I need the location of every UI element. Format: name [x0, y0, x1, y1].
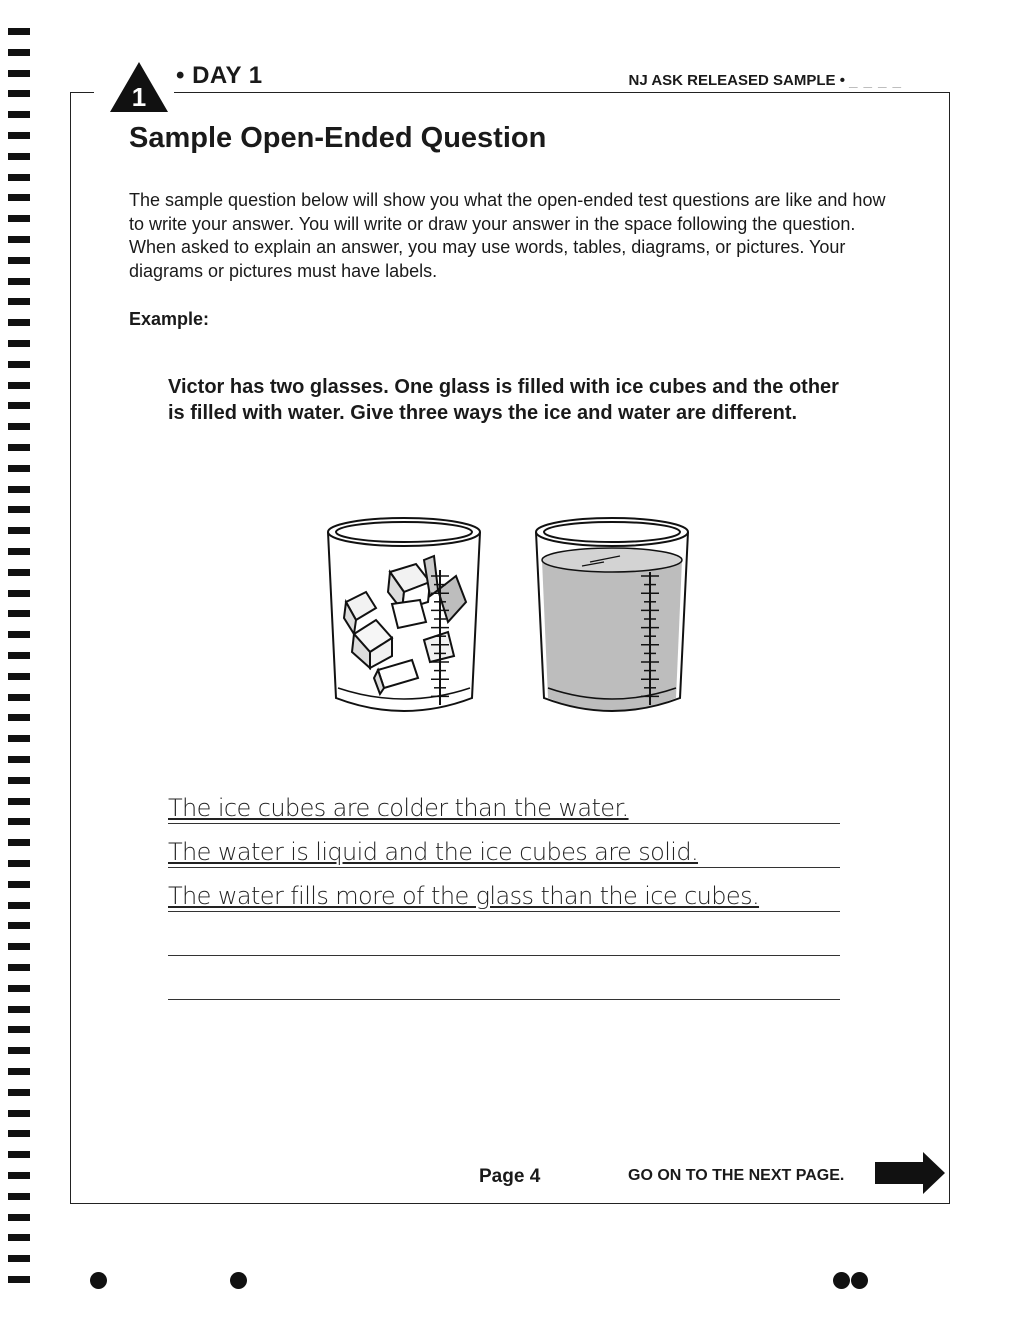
timing-mark [8, 1151, 30, 1158]
timing-mark [8, 1255, 30, 1262]
timing-mark [8, 922, 30, 929]
timing-mark [8, 1130, 30, 1137]
answer-line-2[interactable]: The water is liquid and the ice cubes are solid. [168, 824, 840, 868]
timing-mark [8, 70, 30, 77]
timing-mark [8, 631, 30, 638]
intro-paragraph: The sample question below will show you what the open-ended test questions are like and how to write your answer. You will write or draw your answer in the space following the question. When asked to explain an answer, you may use words, tables, diagrams, or pictures. Your diagrams or pictures must have labels. [129, 190, 886, 281]
timing-mark [8, 881, 30, 888]
timing-mark [8, 714, 30, 721]
timing-mark [8, 257, 30, 264]
timing-mark [8, 548, 30, 555]
page-title: Sample Open-Ended Question [129, 122, 547, 154]
timing-mark [8, 236, 30, 243]
released-sample-text: NJ ASK RELEASED SAMPLE • [628, 72, 845, 89]
timing-mark [8, 1214, 30, 1221]
answer-line-5[interactable] [168, 956, 840, 1000]
section-number: 1 [131, 82, 147, 112]
timing-mark [8, 610, 30, 617]
timing-mark [8, 506, 30, 513]
timing-mark [8, 590, 30, 597]
example-label: Example: [129, 309, 210, 329]
timing-mark [8, 1047, 30, 1054]
answer-area [168, 780, 840, 1000]
timing-mark [8, 902, 30, 909]
page-number: Page 4 [479, 1166, 541, 1187]
section-number-badge [108, 60, 170, 114]
timing-mark [8, 756, 30, 763]
timing-mark [8, 985, 30, 992]
timing-mark [8, 694, 30, 701]
timing-mark [8, 1193, 30, 1200]
question-text: Victor has two glasses. One glass is filled with ice cubes and the other is filled with water. Give three ways the ice and water are different. [168, 376, 839, 424]
timing-mark [8, 361, 30, 368]
released-sample-trail: _ _ _ _ [849, 72, 902, 89]
timing-mark [8, 49, 30, 56]
timing-mark [8, 1089, 30, 1096]
timing-mark [8, 215, 30, 222]
released-sample-label [629, 72, 902, 89]
day-label: • DAY 1 [176, 62, 263, 89]
timing-mark [8, 1068, 30, 1075]
timing-mark [8, 402, 30, 409]
timing-mark [8, 444, 30, 451]
timing-mark [8, 465, 30, 472]
registration-dot [851, 1272, 868, 1289]
timing-mark [8, 1006, 30, 1013]
timing-mark [8, 340, 30, 347]
timing-marks [8, 28, 30, 1288]
timing-mark [8, 527, 30, 534]
answer-line-3[interactable]: The water fills more of the glass than the ice cubes. [168, 868, 840, 912]
timing-mark [8, 943, 30, 950]
timing-mark [8, 735, 30, 742]
timing-mark [8, 1026, 30, 1033]
timing-mark [8, 1234, 30, 1241]
timing-mark [8, 111, 30, 118]
timing-mark [8, 777, 30, 784]
answer-line-4[interactable] [168, 912, 840, 956]
timing-mark [8, 1110, 30, 1117]
next-page-instruction: GO ON TO THE NEXT PAGE. [628, 1167, 845, 1184]
timing-mark [8, 1276, 30, 1283]
timing-mark [8, 278, 30, 285]
registration-dot [230, 1272, 247, 1289]
timing-mark [8, 319, 30, 326]
timing-mark [8, 860, 30, 867]
glass-of-water [536, 518, 688, 711]
timing-mark [8, 798, 30, 805]
right-arrow-icon [873, 1150, 947, 1196]
timing-mark [8, 964, 30, 971]
timing-mark [8, 673, 30, 680]
timing-mark [8, 298, 30, 305]
timing-mark [8, 194, 30, 201]
timing-mark [8, 839, 30, 846]
timing-mark [8, 423, 30, 430]
timing-mark [8, 382, 30, 389]
timing-mark [8, 1172, 30, 1179]
answer-line-1[interactable]: The ice cubes are colder than the water. [168, 780, 840, 824]
glasses-illustration [320, 510, 700, 730]
glass-of-ice-cubes [328, 518, 480, 711]
registration-dot [833, 1272, 850, 1289]
timing-mark [8, 818, 30, 825]
timing-mark [8, 174, 30, 181]
timing-mark [8, 28, 30, 35]
timing-mark [8, 153, 30, 160]
timing-mark [8, 652, 30, 659]
timing-mark [8, 90, 30, 97]
registration-dot [90, 1272, 107, 1289]
timing-mark [8, 569, 30, 576]
timing-mark [8, 132, 30, 139]
timing-mark [8, 486, 30, 493]
